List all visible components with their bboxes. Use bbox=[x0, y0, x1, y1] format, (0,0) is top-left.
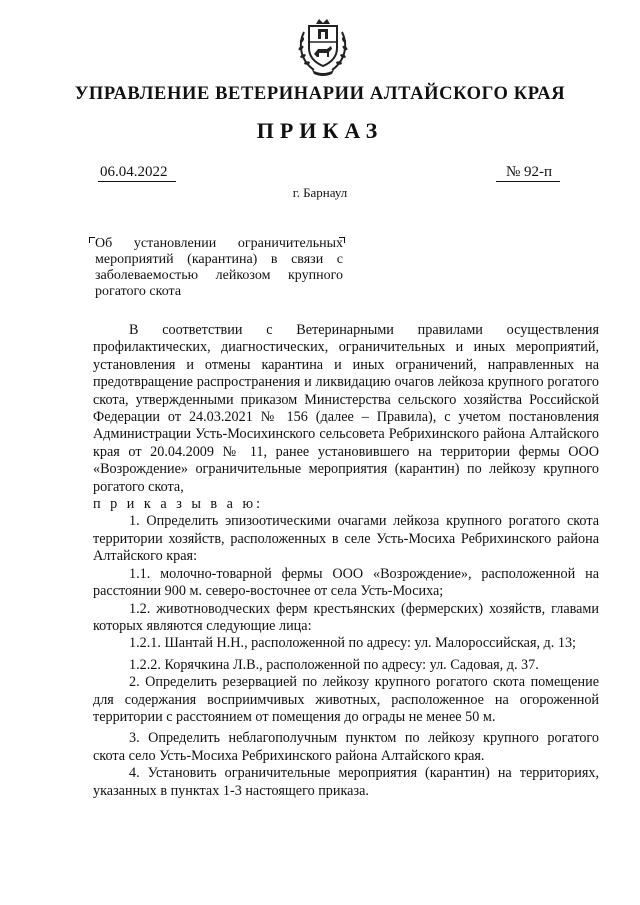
document-body bbox=[93, 322, 599, 800]
order-item-3: 3. Определить неблагополучным пунктом по лейкозу крупного рогатого скота село Усть-Мосиха Ребрихинского района Алтайского края. bbox=[93, 730, 599, 764]
order-item-2: 2. Определить резервацией по лейкозу крупного рогатого скота помещение для содержания восприимчивых животных, расположенное на огороженной территории с расстоянием от помещения до ограды не менее 50 м. bbox=[93, 674, 599, 725]
order-item-1-2-2: 1.2.2. Корячкина Л.В., расположенной по адресу: ул. Садовая, д. 37. bbox=[129, 656, 539, 673]
preamble-paragraph: В соответствии с Ветеринарными правилами осуществления профилактических, диагностических, ограничительных и иных мероприятий, установления и отмены карантина и иных ограничений, направленных на предотвращение распространения и ликвидацию очагов лейкоза крупного рогатого скота, утвержденными приказом Министерства сельского хозяйства Российской Федерации от 24.03.2021 № 156 (далее – Правила), с учетом постановления Администрации Усть-Мосихинского сельсовета Ребрихинского района Алтайского края от 20.04.2009 № 11, ранее установившего на территории фермы ООО «Возрождение» ограничительные мероприятия (карантин) по лейкозу крупного рогатого скота, bbox=[93, 322, 599, 495]
order-word: п р и к а з ы в а ю: bbox=[93, 496, 264, 513]
order-item-1-1: 1.1. молочно-товарной фермы ООО «Возрождение», расположенной на расстоянии 900 м. северо-восточнее от села Усть-Мосиха; bbox=[93, 565, 599, 600]
document-type-title: ПРИКАЗ bbox=[256, 118, 384, 143]
document-number: № 92-п bbox=[496, 163, 560, 182]
document-subject: Об установлении ограничительных мероприятий (карантина) в связи с заболеваемостью лейкозом крупного рогатого скота bbox=[95, 236, 343, 299]
document-date: 06.04.2022 bbox=[98, 163, 176, 182]
order-item-4: 4. Установить ограничительные мероприятия (карантин) на территориях, указанных в пунктах 1-3 настоящего приказа. bbox=[93, 765, 599, 799]
coat-of-arms-emblem bbox=[294, 14, 352, 78]
order-item-1: 1. Определить эпизоотическими очагами лейкоза крупного рогатого скота территории хозяйств, расположенных в селе Усть-Мосиха Ребрихинского района Алтайского края: bbox=[93, 513, 599, 565]
document-city: г. Барнаул bbox=[292, 185, 348, 200]
order-item-1-2-1: 1.2.1. Шантай Н.Н., расположенной по адресу: ул. Малороссийская, д. 13; bbox=[129, 635, 577, 652]
order-item-1-2: 1.2. животноводческих ферм крестьянских (фермерских) хозяйств, главами которых являются следующие лица: bbox=[93, 600, 599, 634]
organization-title: УПРАВЛЕНИЕ ВЕТЕРИНАРИИ АЛТАЙСКОГО КРАЯ bbox=[74, 84, 566, 104]
